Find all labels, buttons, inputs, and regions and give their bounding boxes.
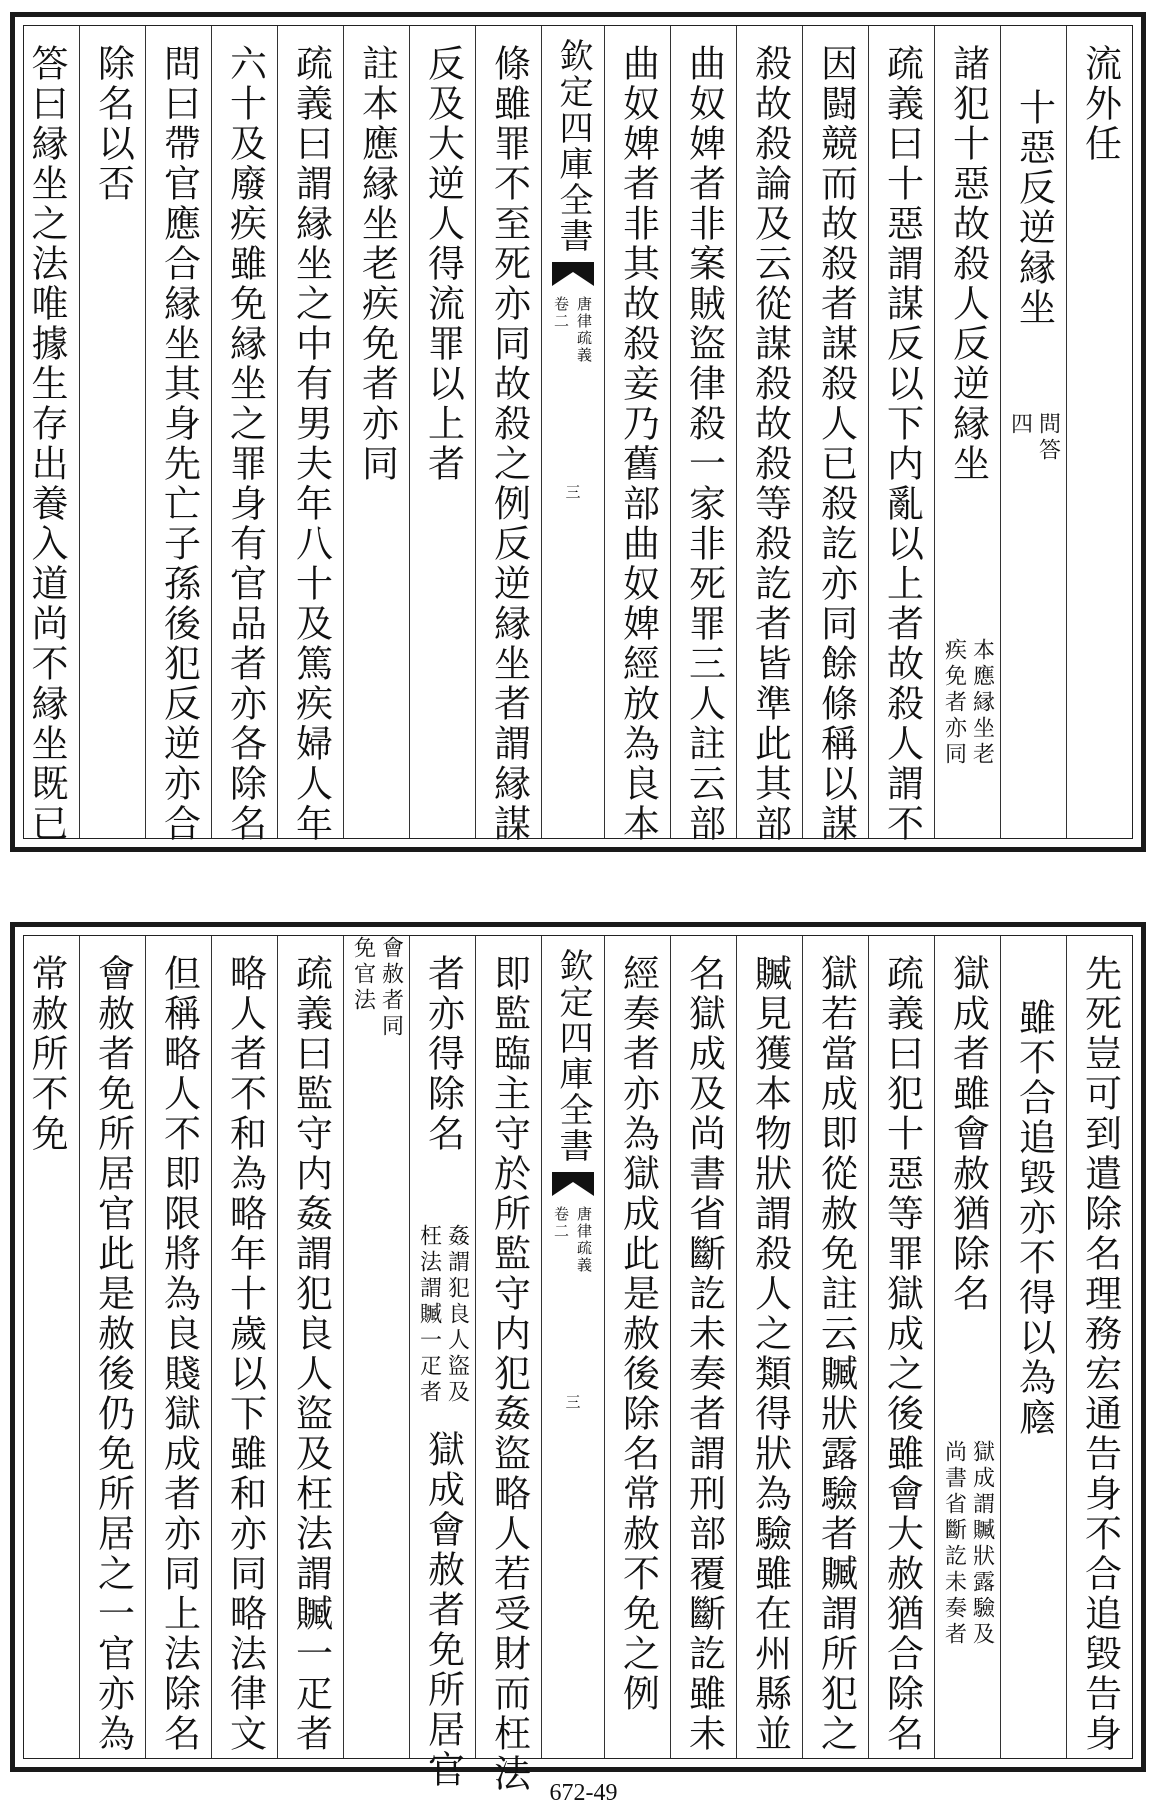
note-line: 問答 (1035, 412, 1061, 464)
volume-label (551, 1206, 595, 1274)
column-text: 疏義曰監守内姦謂犯良人盜及枉法謂贓一疋者 (289, 954, 333, 1754)
column-text: 註本應縁坐老疾免者亦同 (355, 44, 399, 484)
column-text: 流外任 (1078, 44, 1122, 164)
note-line: 姦謂犯良人盜及 (444, 1224, 470, 1406)
text-column (409, 936, 475, 1790)
interlinear-note (1007, 26, 1061, 464)
text-column (670, 936, 736, 1758)
volume-label-text: 卷二 (552, 1206, 570, 1240)
column-text: 略人者不和為略年十歲以下雖和亦同略法律文 (223, 954, 267, 1754)
column-text: 疏義曰犯十惡等罪獄成之後雖會大赦猶合除名 (880, 954, 924, 1754)
column-text: 答曰縁坐之法唯據生存出養入道尚不縁坐既已 (25, 44, 68, 844)
column-text: 但稱略人不即限將為良賤獄成者亦同上法除名 (157, 954, 201, 1754)
volume-label-text: 唐律疏義 (575, 296, 593, 364)
text-column (211, 26, 277, 844)
column-text: 名獄成及尚書省斷訖未奏者謂刑部覆斷訖雖未 (682, 954, 726, 1754)
column-text: 殺故殺論及云從謀殺故殺等殺訖者皆準此其部 (748, 44, 792, 844)
text-column (13, 26, 79, 844)
column-text: 獄若當成即從赦免註云贓狀露驗者贓謂所犯之 (814, 954, 858, 1754)
leaf-number: 三 (563, 1394, 582, 1409)
text-column (868, 26, 934, 844)
text-column (13, 936, 79, 1758)
column-text: 十惡反逆縁坐 (1012, 88, 1056, 328)
text-column (1066, 936, 1132, 1758)
volume-label (551, 296, 595, 364)
fish-tail-mark-icon (550, 1170, 596, 1198)
text-column (604, 26, 670, 844)
column-text: 會赦者免所居官此是赦後仍免所居之一官亦為 (91, 954, 135, 1754)
note-line: 尚書省斷訖未奏者 (941, 1440, 967, 1648)
text-column (1066, 26, 1132, 838)
text-column (1000, 26, 1066, 838)
column-text: 六十及廢疾雖免縁坐之罪身有官品者亦各除名 (223, 44, 267, 844)
center-fold-column (541, 936, 604, 1758)
column-text: 獄成者雖會赦猶除名 (946, 954, 990, 1314)
interlinear-note (349, 936, 405, 1758)
column-text: 雖不合追毀亦不得以為廕 (1012, 998, 1056, 1438)
top-page-frame (23, 25, 1133, 844)
interlinear-note (941, 936, 995, 1648)
note-line: 會赦者同 (378, 936, 404, 1040)
column-text: 即監臨主守於所監守内犯姦盜略人若受財而枉法 (487, 954, 531, 1794)
column-text-tail: 獄成會赦者免所居官 (421, 1430, 465, 1790)
text-column (277, 26, 343, 844)
text-column (277, 936, 343, 1758)
text-column (934, 26, 1000, 838)
page-number-footer: 672-49 (549, 1780, 618, 1806)
text-column (343, 936, 409, 1758)
volume-label-text: 唐律疏義 (575, 1206, 593, 1274)
leaf-number: 三 (563, 484, 582, 499)
note-line: 疾免者亦同 (941, 638, 967, 768)
text-column (736, 26, 802, 844)
column-text: 問曰帶官應合縁坐其身先亡子孫後犯反逆亦合 (157, 44, 201, 844)
column-text: 疏義曰十惡謂謀反以下内亂以上者故殺人謂不 (880, 44, 924, 844)
text-column (145, 936, 211, 1758)
top-page (10, 12, 1146, 852)
text-column (934, 936, 1000, 1758)
text-column (409, 26, 475, 838)
note-line: 本應縁坐老 (969, 638, 995, 768)
note-line: 枉法謂贓一疋者 (416, 1224, 442, 1406)
column-text: 曲奴婢者非案賊盜律殺一家非死罪三人註云部 (682, 44, 726, 844)
text-column (802, 936, 868, 1758)
text-column (670, 26, 736, 844)
text-column (802, 26, 868, 844)
column-text: 曲奴婢者非其故殺妾乃舊部曲奴婢經放為良本 (616, 44, 660, 844)
note-line: 獄成謂贓狀露驗及 (969, 1440, 995, 1648)
interlinear-note (941, 26, 995, 768)
column-text: 諸犯十惡故殺人反逆縁坐 (946, 44, 990, 484)
text-column (868, 936, 934, 1758)
column-text: 疏義曰謂縁坐之中有男夫年八十及篤疾婦人年 (289, 44, 333, 844)
center-fold-column (541, 26, 604, 838)
column-text: 條雖罪不至死亦同故殺之例反逆縁坐者謂縁謀 (487, 44, 531, 844)
book-title: 欽定四庫全書 (553, 38, 593, 254)
text-column (343, 26, 409, 838)
text-column (211, 936, 277, 1758)
text-column (1000, 936, 1066, 1758)
text-column (79, 26, 145, 838)
column-text: 者亦得除名 (421, 954, 465, 1154)
column-text: 經奏者亦為獄成此是赦後除名常赦不免之例 (616, 954, 660, 1714)
note-line: 免官法 (350, 936, 376, 1014)
text-column (79, 936, 145, 1758)
column-text: 常赦所不免 (25, 954, 68, 1154)
column-text: 先死豈可到遣除名理務宏通告身不合追毀告身 (1078, 954, 1122, 1754)
volume-label-text: 卷二 (552, 296, 570, 330)
text-column (736, 936, 802, 1758)
column-text: 因闘競而故殺者謀殺人已殺訖亦同餘條稱以謀 (814, 44, 858, 844)
book-title: 欽定四庫全書 (553, 948, 593, 1164)
text-column (604, 936, 670, 1758)
column-text: 贓見獲本物狀謂殺人之類得狀為驗雖在州縣並 (748, 954, 792, 1754)
column-text: 除名以否 (91, 44, 135, 204)
note-line: 四 (1007, 412, 1033, 438)
text-column (475, 26, 541, 844)
text-column (145, 26, 211, 844)
interlinear-note (416, 936, 470, 1406)
text-column (475, 936, 541, 1794)
column-text: 反及大逆人得流罪以上者 (421, 44, 465, 484)
fish-tail-mark-icon (550, 260, 596, 288)
